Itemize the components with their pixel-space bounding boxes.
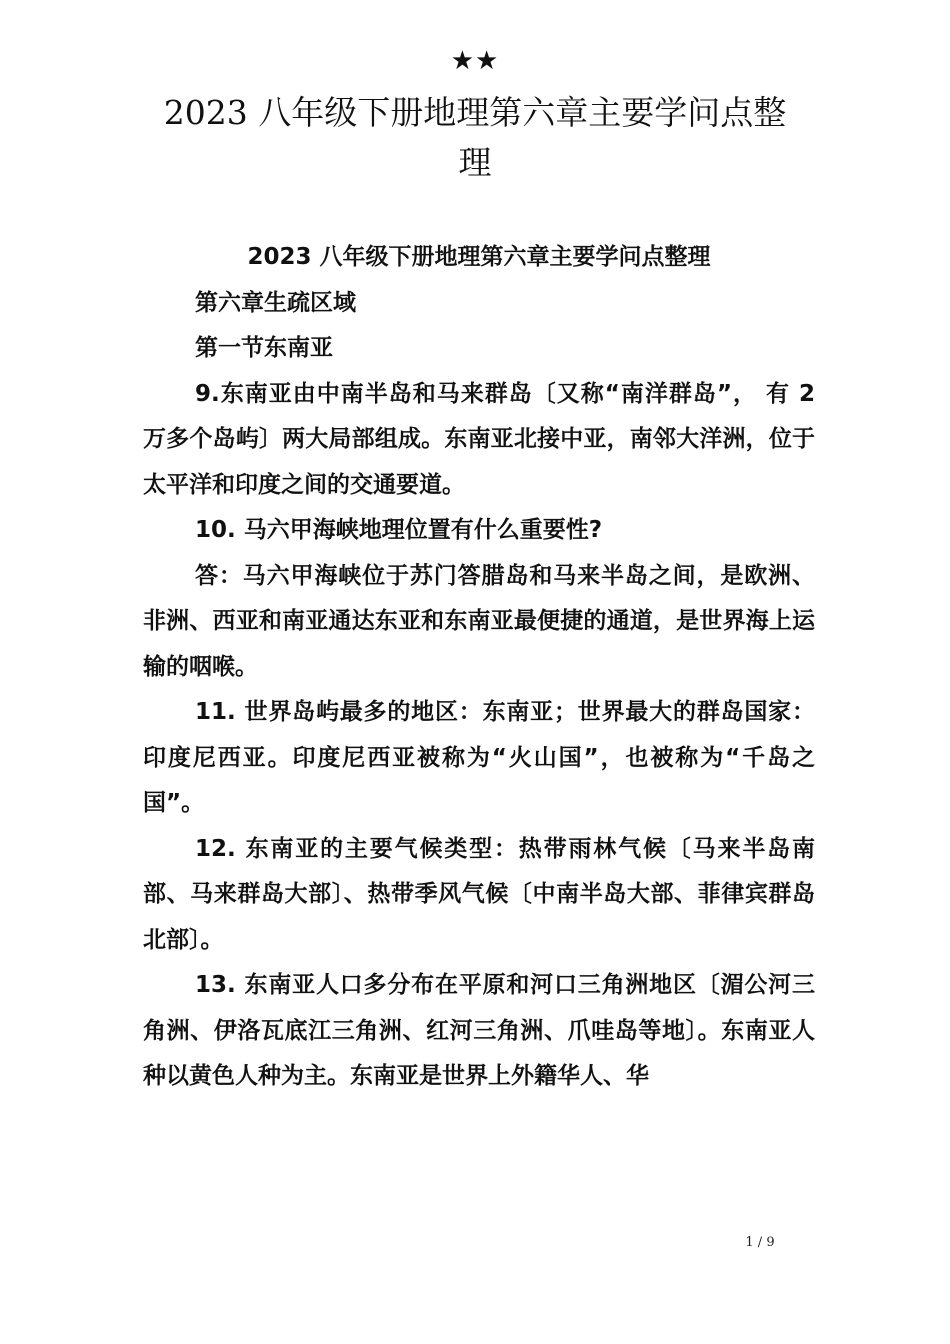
header-stars: ★★ xyxy=(450,46,500,76)
paragraph-10-answer: 答：马六甲海峡位于苏门答腊岛和马来半岛之间，是欧洲、非洲、西亚和南亚通达东亚和东南亚最便捷的通道，是世界海上运输的咽喉。 xyxy=(143,562,815,680)
paragraph-12: 12. 东南亚的主要气候类型：热带雨林气候〔马来半岛南部、马来群岛大部〕、热带季风气候〔中南半岛大部、菲律宾群岛北部〕。 xyxy=(143,835,815,953)
paragraph-13: 13. 东南亚人口多分布在平原和河口三角洲地区〔湄公河三角洲、伊洛瓦底江三角洲、红河三角洲、爪哇岛等地〕。东南亚人种以黄色人种为主。东南亚是世界上外籍华人、华 xyxy=(143,972,815,1089)
document-title: 2023 八年级下册地理第六章主要学问点整理 xyxy=(163,93,787,182)
body-subtitle: 2023 八年级下册地理第六章主要学问点整理 xyxy=(247,244,711,270)
document-body xyxy=(143,235,815,1100)
paragraph-10-question: 10. 马六甲海峡地理位置有什么重要性? xyxy=(195,517,603,543)
paragraph-9: 9.东南亚由中南半岛和马来群岛〔又称“南洋群岛”， 有 2 万多个岛屿〕两大局部组成。东南亚北接中亚，南邻大洋洲，位于太平洋和印度之间的交通要道。 xyxy=(143,380,815,498)
page-number: 1 / 9 xyxy=(745,1235,775,1250)
chapter-heading: 第六章生疏区域 xyxy=(195,289,356,316)
paragraph-11: 11. 世界岛屿最多的地区：东南亚；世界最大的群岛国家：印度尼西亚。印度尼西亚被称为“火山国”，也被称为“千岛之国”。 xyxy=(143,699,815,816)
section-heading: 第一节东南亚 xyxy=(195,335,333,361)
